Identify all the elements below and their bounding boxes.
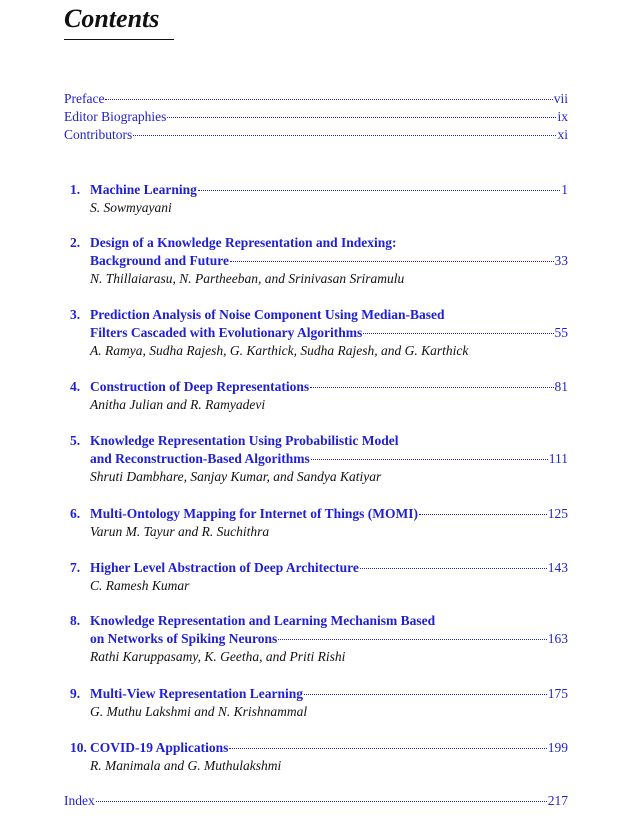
chapter-entry[interactable] [70, 378, 568, 414]
chapter-title-line[interactable] [70, 739, 568, 757]
chapter-number[interactable]: 7. [70, 560, 81, 575]
chapter-title[interactable] [70, 234, 568, 270]
chapter-number[interactable]: 3. [70, 307, 81, 322]
dot-leader [167, 117, 556, 118]
chapter-title-line[interactable] [70, 378, 568, 396]
chapter-title-line[interactable] [70, 612, 568, 630]
chapter-title-text[interactable]: and Reconstruction-Based Algorithms [90, 451, 310, 466]
chapter-page[interactable]: 143 [547, 560, 568, 575]
chapter-entry[interactable] [70, 306, 568, 360]
chapter-authors: C. Ramesh Kumar [90, 578, 190, 593]
chapter-page[interactable]: 55 [554, 325, 568, 340]
dot-leader [229, 748, 546, 749]
chapter-title-line[interactable] [70, 181, 568, 199]
chapter-page[interactable]: 1 [561, 182, 568, 197]
chapter-number[interactable]: 10. [70, 740, 87, 755]
chapter-title[interactable] [70, 378, 568, 396]
chapter-title-text[interactable]: COVID-19 Applications [90, 740, 229, 755]
chapter-authors: Shruti Dambhare, Sanjay Kumar, and Sandya Katiyar [90, 469, 382, 484]
dot-leader [105, 99, 552, 100]
dot-leader [360, 568, 547, 569]
dot-leader [310, 387, 553, 388]
front-matter-page[interactable]: vii [553, 91, 568, 106]
dot-leader [133, 135, 556, 136]
chapter-authors: Varun M. Tayur and R. Suchithra [90, 524, 270, 539]
chapter-entry[interactable] [70, 612, 568, 666]
chapter-page[interactable]: 125 [547, 506, 568, 521]
dot-leader [419, 514, 547, 515]
chapter-title-text[interactable]: Filters Cascaded with Evolutionary Algorithms [90, 325, 363, 340]
chapter-page[interactable]: 111 [548, 451, 568, 466]
front-matter-page[interactable]: ix [557, 109, 568, 124]
chapter-title-line[interactable] [70, 450, 568, 468]
dot-leader [311, 459, 548, 460]
dot-leader [96, 801, 547, 802]
chapter-authors: S. Sowmyayani [90, 200, 172, 215]
chapter-title[interactable] [70, 432, 568, 468]
chapter-title-text[interactable]: Knowledge Representation and Learning Mechanism Based [90, 613, 436, 628]
page-title: Contents [64, 4, 160, 33]
dot-leader [363, 333, 553, 334]
chapter-entry[interactable] [70, 234, 568, 288]
chapter-title-text[interactable]: Prediction Analysis of Noise Component Using Median-Based [90, 307, 445, 322]
chapter-title-line[interactable] [70, 685, 568, 703]
chapter-number[interactable]: 8. [70, 613, 81, 628]
front-matter-label[interactable]: Preface [64, 91, 105, 106]
index-entry-row[interactable] [64, 793, 568, 809]
front-matter-row[interactable] [64, 127, 568, 143]
chapter-number[interactable]: 2. [70, 235, 81, 250]
chapter-entry[interactable] [70, 739, 568, 775]
chapter-number[interactable]: 5. [70, 433, 81, 448]
chapter-title-text[interactable]: Design of a Knowledge Representation and Indexing: [90, 235, 397, 250]
front-matter-entry[interactable] [64, 91, 568, 107]
chapter-title[interactable] [70, 739, 568, 757]
front-matter-entry[interactable] [64, 109, 568, 125]
index-page[interactable]: 217 [547, 793, 568, 808]
front-matter-row[interactable] [64, 109, 568, 125]
chapter-title-text[interactable]: Higher Level Abstraction of Deep Architecture [90, 560, 359, 575]
chapter-title[interactable] [70, 685, 568, 703]
chapter-entry[interactable] [70, 685, 568, 721]
index-row[interactable] [64, 793, 568, 809]
chapter-title-line[interactable] [70, 559, 568, 577]
chapter-title-line[interactable] [70, 630, 568, 648]
chapter-title-text[interactable]: Multi-Ontology Mapping for Internet of Things (MOMI) [90, 506, 419, 521]
chapter-entry[interactable] [70, 432, 568, 486]
chapter-title-line[interactable] [70, 505, 568, 523]
chapter-authors: R. Manimala and G. Muthulakshmi [90, 758, 282, 773]
chapter-authors: A. Ramya, Sudha Rajesh, G. Karthick, Sudha Rajesh, and G. Karthick [90, 343, 469, 358]
chapter-authors: N. Thillaiarasu, N. Partheeban, and Srinivasan Sriramulu [90, 271, 405, 286]
chapter-title-line[interactable] [70, 234, 568, 252]
chapter-title-text[interactable]: Knowledge Representation Using Probabilistic Model [90, 433, 399, 448]
chapter-title-text[interactable]: Background and Future [90, 253, 230, 268]
chapter-title[interactable] [70, 612, 568, 648]
chapter-title-line[interactable] [70, 324, 568, 342]
chapter-number[interactable]: 1. [70, 182, 81, 197]
index-label[interactable]: Index [64, 793, 95, 808]
chapter-number[interactable]: 4. [70, 379, 81, 394]
chapter-page[interactable]: 163 [547, 631, 568, 646]
chapter-title[interactable] [70, 306, 568, 342]
front-matter-page[interactable]: xi [557, 127, 568, 142]
chapter-title-text[interactable]: on Networks of Spiking Neurons [90, 631, 278, 646]
front-matter-row[interactable] [64, 91, 568, 107]
chapter-title[interactable] [70, 559, 568, 577]
dot-leader [304, 694, 547, 695]
chapter-authors: G. Muthu Lakshmi and N. Krishnammal [90, 704, 308, 719]
chapter-title-text[interactable]: Construction of Deep Representations [90, 379, 310, 394]
chapter-entry[interactable] [70, 505, 568, 541]
chapter-title-text[interactable]: Multi-View Representation Learning [90, 686, 303, 701]
chapter-entry[interactable] [70, 181, 568, 217]
dot-leader [198, 190, 560, 191]
chapter-title-text[interactable]: Machine Learning [90, 182, 197, 197]
chapter-number[interactable]: 6. [70, 506, 81, 521]
chapter-title-line[interactable] [70, 306, 568, 324]
front-matter-label[interactable]: Contributors [64, 127, 133, 142]
chapter-page[interactable]: 175 [547, 686, 568, 701]
chapter-page[interactable]: 81 [554, 379, 568, 394]
chapter-number[interactable]: 9. [70, 686, 81, 701]
chapter-authors: Anitha Julian and R. Ramyadevi [90, 397, 266, 412]
chapter-title[interactable] [70, 181, 568, 199]
chapter-title-line[interactable] [70, 432, 568, 450]
chapter-title[interactable] [70, 505, 568, 523]
dot-leader [278, 639, 546, 640]
chapter-page[interactable]: 199 [547, 740, 568, 755]
chapter-entry[interactable] [70, 559, 568, 595]
chapter-authors: Rathi Karuppasamy, K. Geetha, and Priti Rishi [90, 649, 346, 664]
title-underline [64, 39, 174, 40]
front-matter-label[interactable]: Editor Biographies [64, 109, 167, 124]
front-matter-entry[interactable] [64, 127, 568, 143]
chapter-title-line[interactable] [70, 252, 568, 270]
dot-leader [230, 261, 553, 262]
chapter-page[interactable]: 33 [554, 253, 568, 268]
